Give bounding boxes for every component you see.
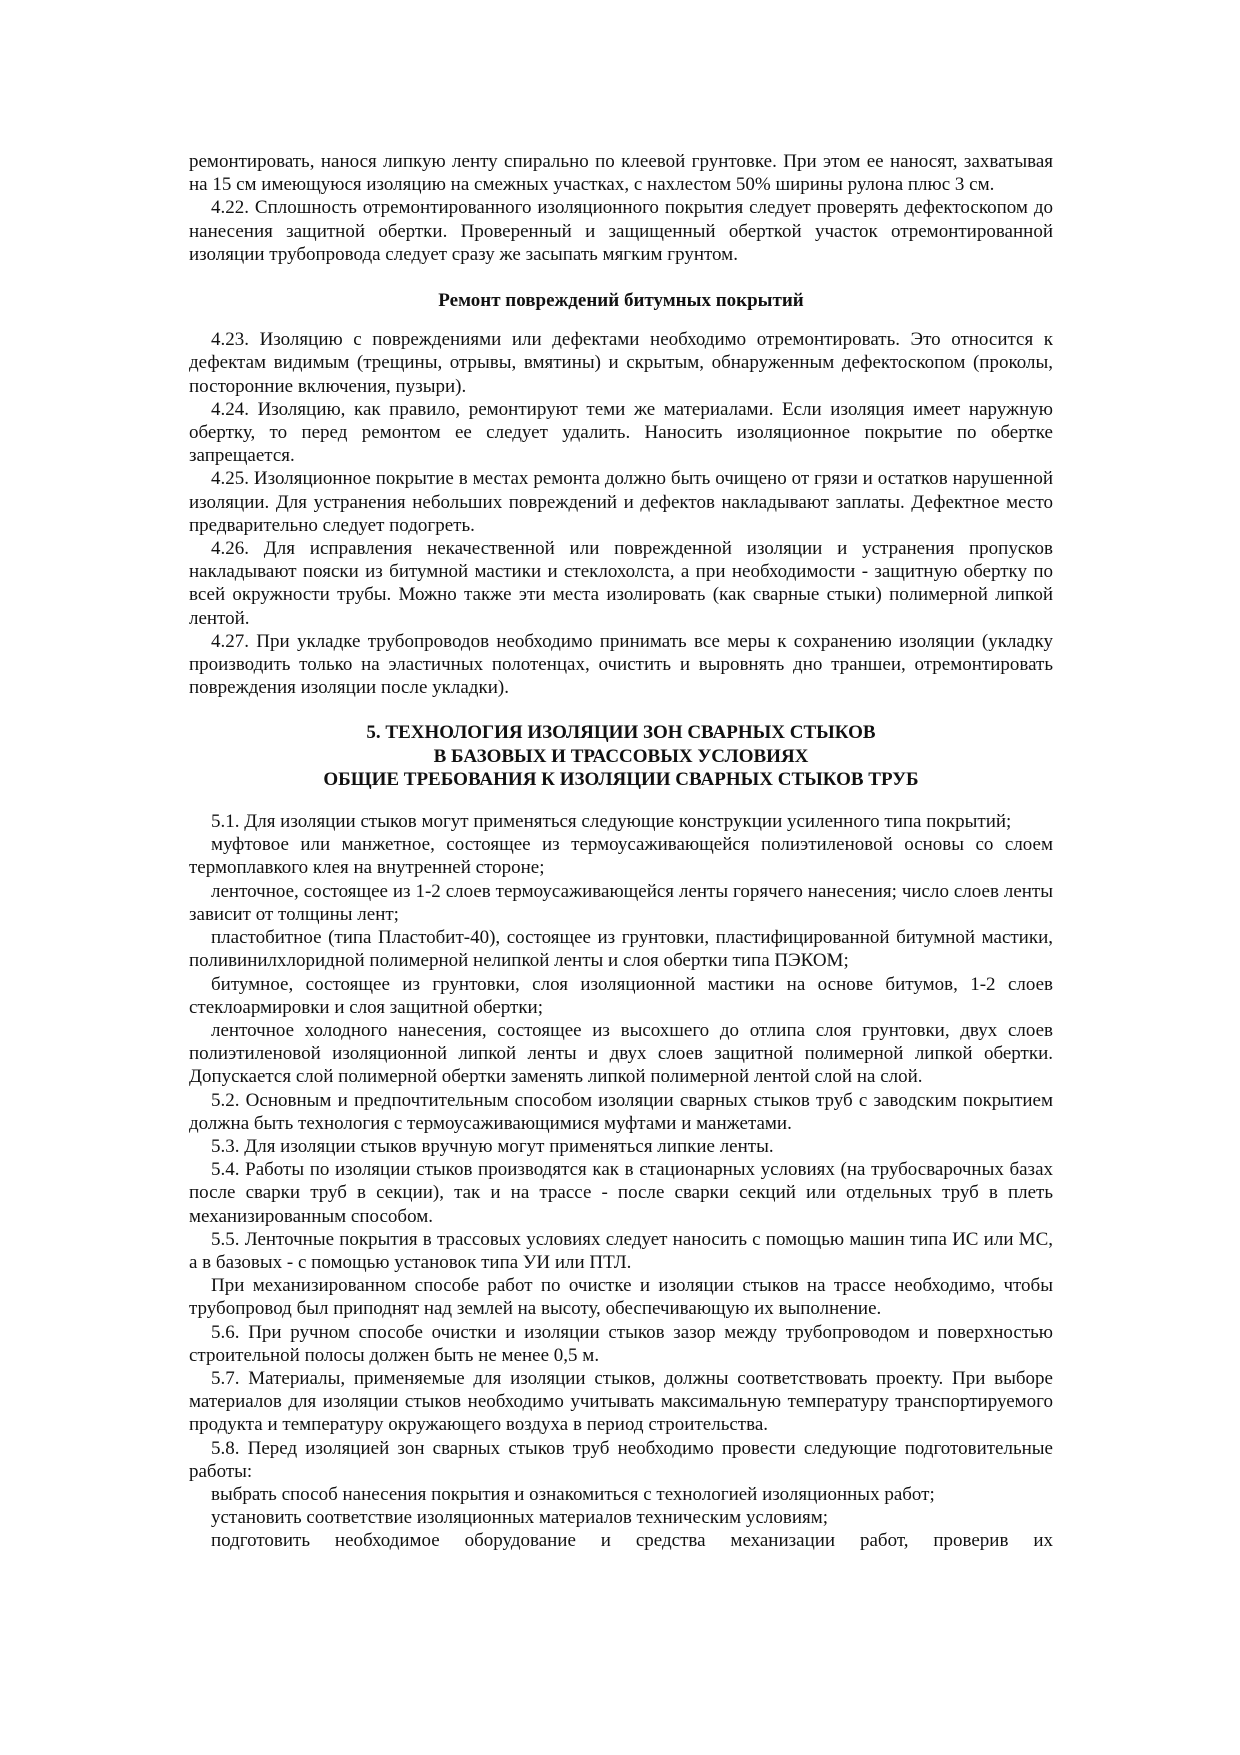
paragraph-mechanized: При механизированном способе работ по очистке и изоляции стыков на трассе необходимо, чтобы трубопровод был приподнят над землей на высоту, обеспечивающую их выполнение. xyxy=(189,1275,1053,1320)
paragraph: ремонтировать, нанося липкую ленту спирально по клеевой грунтовке. При этом ее наносят, захватывая на 15 см имеющуюся изоляцию на смежных участках, с нахлестом 50% ширины рулона плюс 3 см. xyxy=(189,151,1053,196)
list-item-check-materials: установить соответствие изоляционных материалов техническим условиям; xyxy=(211,1507,829,1529)
paragraph-5-1: 5.1. Для изоляции стыков могут применяться следующие конструкции усиленного типа покрытий; xyxy=(211,811,1012,833)
list-item-plastobit: пластобитное (типа Пластобит-40), состоящее из грунтовки, пластифицированной битумной мастики, поливинилхлоридной полимерной нелипкой ленты и слоя обертки типа ПЭКОМ; xyxy=(189,927,1053,972)
document-page xyxy=(189,150,1053,1553)
list-item-prepare-equipment: подготовить необходимое оборудование и средства механизации работ, проверив их xyxy=(211,1530,1053,1552)
list-item-sleeve: муфтовое или манжетное, состоящее из термоусаживающейся полиэтиленовой основы со слоем термоплавкого клея на внутренней стороне; xyxy=(189,834,1053,879)
paragraph-5-6: 5.6. При ручном способе очистки и изоляции стыков зазор между трубопроводом и поверхностью строительной полосы должен быть не менее 0,5 м. xyxy=(189,1321,1053,1366)
paragraph-5-7: 5.7. Материалы, применяемые для изоляции стыков, должны соответствовать проекту. При выборе материалов для изоляции стыков необходимо учитывать максимальную температуру транспортируемого продукта и температуру окружающего воздуха в период строительства. xyxy=(189,1367,1053,1436)
paragraph-5-4: 5.4. Работы по изоляции стыков производятся как в стационарных условиях (на трубосварочных базах после сварки труб в секции), так и на трассе - после сварки секций или отдельных труб в плеть механизированным способом. xyxy=(189,1159,1053,1227)
paragraph-4-24: 4.24. Изоляцию, как правило, ремонтируют теми же материалами. Если изоляция имеет наружную обертку, то перед ремонтом ее следует удалить. Наносить изоляционное покрытие по обертке запрещается. xyxy=(189,398,1053,467)
chapter-heading-line-2: В БАЗОВЫХ И ТРАССОВЫХ УСЛОВИЯХ xyxy=(433,745,809,767)
paragraph-4-25: 4.25. Изоляционное покрытие в местах ремонта должно быть очищено от грязи и остатков нарушенной изоляции. Для устранения небольших повреждений и дефектов накладывают заплаты. Дефектное место предварительно следует подогреть. xyxy=(189,468,1053,536)
section-heading-bitumen-repair: Ремонт повреждений битумных покрытий xyxy=(438,290,804,312)
list-item-tape-cold: ленточное холодного нанесения, состоящее из высохшего до отлипа слоя грунтовки, двух слоев полиэтиленовой изоляционной липкой ленты и двух слоев защитной полимерной липкой обертки. Допускается слой полимерной обертки заменять липкой полимерной лентой слой на слой. xyxy=(189,1019,1053,1088)
list-item-tape-hot: ленточное, состоящее из 1-2 слоев термоусаживающейся ленты горячего нанесения; число слоев ленты зависит от толщины лент; xyxy=(189,880,1053,925)
list-item-choose-method: выбрать способ нанесения покрытия и ознакомиться с технологией изоляционных работ; xyxy=(211,1483,935,1505)
paragraph-5-5: 5.5. Ленточные покрытия в трассовых условиях следует наносить с помощью машин типа ИС или МС, а в базовых - с помощью установок типа УИ или ПТЛ. xyxy=(189,1228,1053,1273)
chapter-heading-line-1: 5. ТЕХНОЛОГИЯ ИЗОЛЯЦИИ ЗОН СВАРНЫХ СТЫКОВ xyxy=(366,722,876,744)
paragraph-4-26: 4.26. Для исправления некачественной или поврежденной изоляции и устранения пропусков накладывают пояски из битумной мастики и стеклохолста, а при необходимости - защитную обертку по всей окружности трубы. Можно также эти места изолировать (как сварные стыки) полимерной липкой лентой. xyxy=(189,538,1053,629)
chapter-heading-line-3: ОБЩИЕ ТРЕБОВАНИЯ К ИЗОЛЯЦИИ СВАРНЫХ СТЫКОВ ТРУБ xyxy=(323,768,919,790)
paragraph-4-22: 4.22. Сплошность отремонтированного изоляционного покрытия следует проверять дефектоскопом до нанесения защитной обертки. Проверенный и защищенный оберткой участок отремонтированной изоляции трубопровода следует сразу же засыпать мягким грунтом. xyxy=(189,197,1053,265)
list-item-bitumen: битумное, состоящее из грунтовки, слоя изоляционной мастики на основе битумов, 1-2 слоев стеклоармировки и слоя защитной обертки; xyxy=(189,973,1053,1018)
paragraph-4-23: 4.23. Изоляцию с повреждениями или дефектами необходимо отремонтировать. Это относится к дефектам видимым (трещины, отрывы, вмятины) и скрытым, обнаруженным дефектоскопом (проколы, посторонние включения, пузыри). xyxy=(189,329,1053,397)
paragraph-4-27: 4.27. При укладке трубопроводов необходимо принимать все меры к сохранению изоляции (укладку производить только на эластичных полотенцах, очистить и выровнять дно траншеи, отремонтировать повреждения изоляции после укладки). xyxy=(189,630,1053,699)
paragraph-5-8: 5.8. Перед изоляцией зон сварных стыков труб необходимо провести следующие подготовительные работы: xyxy=(189,1437,1053,1482)
paragraph-5-3: 5.3. Для изоляции стыков вручную могут применяться липкие ленты. xyxy=(211,1135,774,1157)
paragraph-5-2: 5.2. Основным и предпочтительным способом изоляции сварных стыков труб с заводским покрытием должна быть технология с термоусаживающимися муфтами и манжетами. xyxy=(189,1089,1053,1134)
